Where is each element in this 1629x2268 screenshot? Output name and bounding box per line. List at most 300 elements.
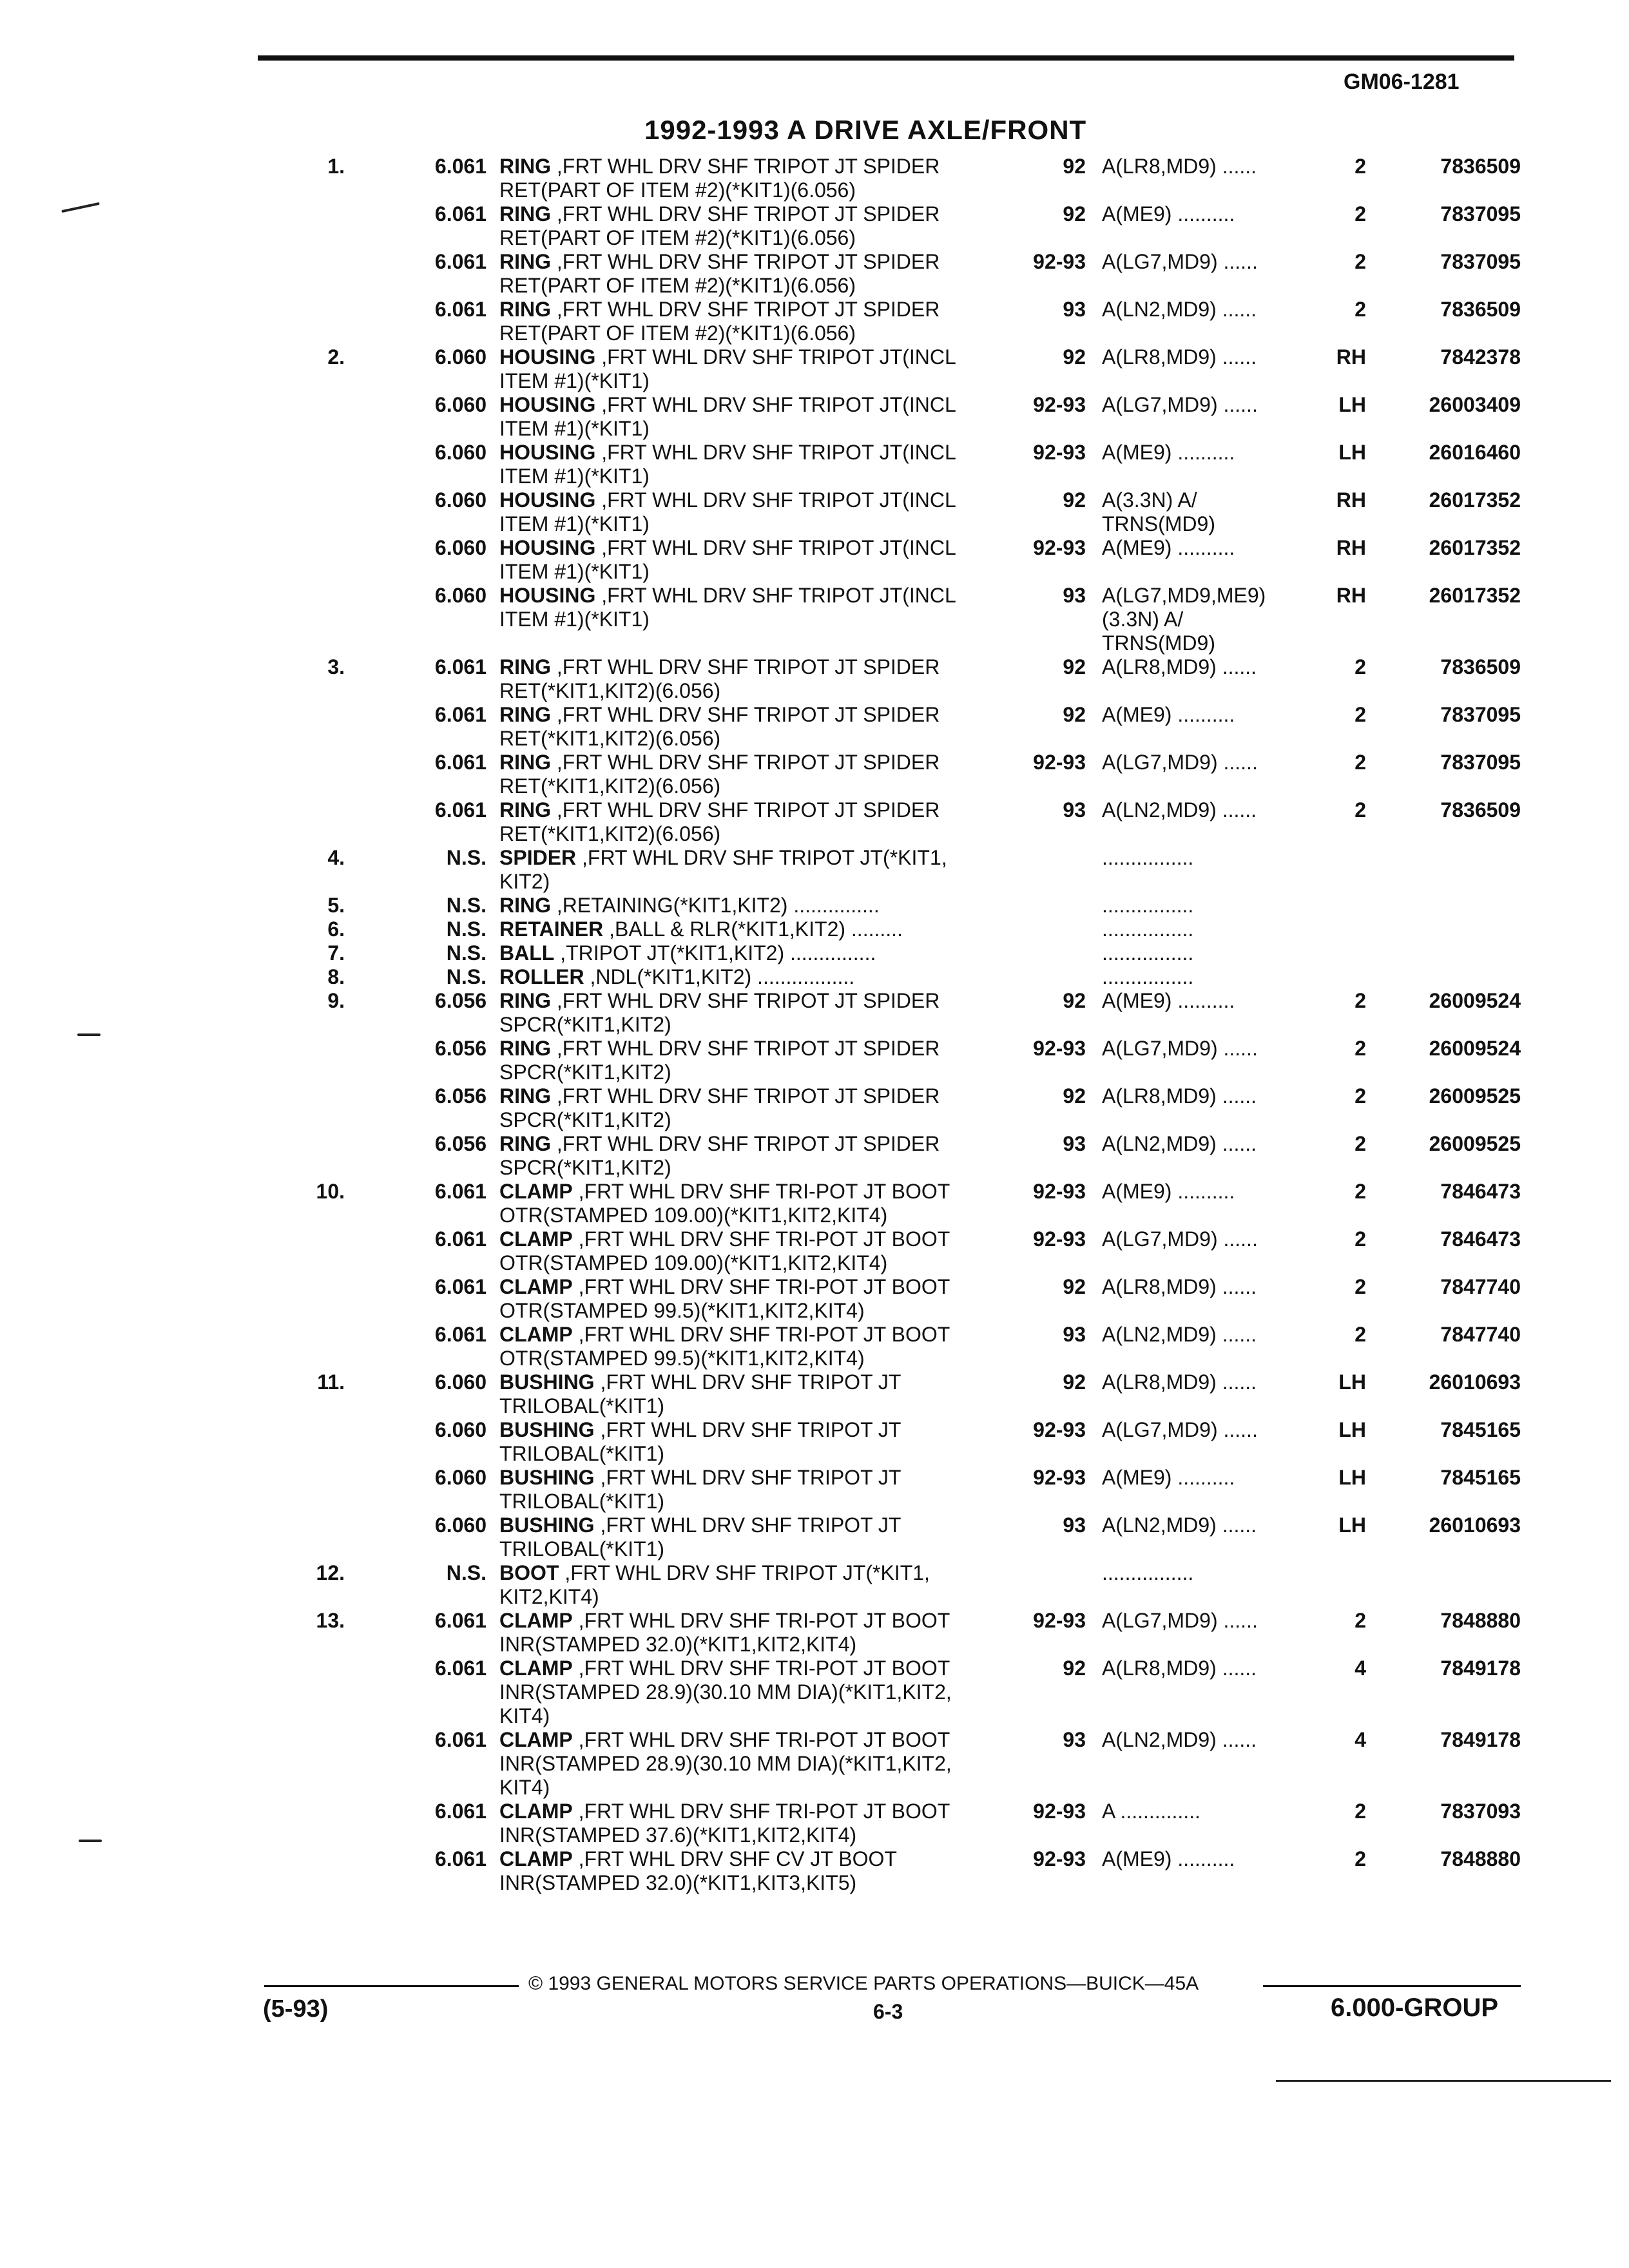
parts-row xyxy=(296,1347,1534,1370)
parts-row xyxy=(296,1871,1534,1895)
description-text: SPCR(*KIT1,KIT2) xyxy=(499,1156,671,1179)
part-number: 7849178 xyxy=(1440,1657,1521,1680)
description-text: ,NDL(*KIT1,KIT2) ................. xyxy=(584,965,855,988)
part-name: RING xyxy=(499,202,551,226)
footer-copyright: © 1993 GENERAL MOTORS SERVICE PARTS OPERATIONS—BUICK—45A xyxy=(528,1973,1199,1994)
model-years: 93 xyxy=(1063,1514,1086,1537)
application: A(LR8,MD9) ...... xyxy=(1102,1370,1257,1394)
group-number: 6.060 xyxy=(434,488,487,512)
description-text: INR(STAMPED 32.0)(*KIT1,KIT2,KIT4) xyxy=(499,1633,857,1656)
part-number: 7837095 xyxy=(1440,250,1521,273)
item-number: 5. xyxy=(327,894,345,917)
description xyxy=(499,1776,1066,1800)
description-text: ,FRT WHL DRV SHF TRIPOT JT SPIDER xyxy=(551,1084,940,1108)
description xyxy=(499,178,1066,202)
group-number: 6.061 xyxy=(434,155,487,178)
parts-row xyxy=(296,226,1534,250)
part-name: RING xyxy=(499,298,551,321)
quantity: 2 xyxy=(1354,155,1366,178)
description xyxy=(499,608,1066,631)
description xyxy=(499,894,1066,918)
description-text: ,FRT WHL DRV SHF TRIPOT JT SPIDER xyxy=(551,298,940,321)
quantity: 2 xyxy=(1354,1084,1366,1108)
part-name: BUSHING xyxy=(499,1514,595,1537)
group-number: 6.060 xyxy=(434,1514,487,1537)
part-name: CLAMP xyxy=(499,1609,573,1632)
parts-row xyxy=(296,584,1534,608)
group-number: 6.061 xyxy=(434,1800,487,1823)
group-number: 6.060 xyxy=(434,536,487,559)
description xyxy=(499,679,1066,703)
group-number: 6.061 xyxy=(434,1180,487,1203)
description-text: ITEM #1)(*KIT1) xyxy=(499,512,650,535)
part-number: 7837095 xyxy=(1440,703,1521,726)
quantity: 2 xyxy=(1354,298,1366,321)
quantity: LH xyxy=(1338,1418,1366,1441)
quantity: RH xyxy=(1336,488,1366,512)
description xyxy=(499,441,1066,465)
description xyxy=(499,727,1066,751)
model-years: 93 xyxy=(1063,798,1086,822)
parts-row xyxy=(296,989,1534,1013)
part-number: 7848880 xyxy=(1440,1847,1521,1870)
application: A(ME9) .......... xyxy=(1102,989,1235,1012)
application: A(ME9) .......... xyxy=(1102,202,1235,226)
parts-row xyxy=(296,488,1534,512)
item-number: 13. xyxy=(316,1609,345,1632)
description-text: KIT2,KIT4) xyxy=(499,1585,599,1608)
part-number: 7836509 xyxy=(1440,655,1521,678)
description-text: ITEM #1)(*KIT1) xyxy=(499,560,650,583)
parts-row xyxy=(296,202,1534,226)
part-name: RING xyxy=(499,751,551,774)
parts-row xyxy=(296,798,1534,822)
top-rule xyxy=(258,55,1514,61)
part-number: 7836509 xyxy=(1440,798,1521,822)
quantity: LH xyxy=(1338,1514,1366,1537)
quantity: 2 xyxy=(1354,1847,1366,1870)
description xyxy=(499,1442,1066,1466)
description xyxy=(499,989,1066,1013)
description xyxy=(499,846,1066,870)
description-text: ITEM #1)(*KIT1) xyxy=(499,417,650,440)
item-number: 12. xyxy=(316,1561,345,1584)
quantity: LH xyxy=(1338,1370,1366,1394)
parts-row xyxy=(296,822,1534,846)
description-text: SPCR(*KIT1,KIT2) xyxy=(499,1108,671,1131)
description xyxy=(499,1418,1066,1442)
parts-row xyxy=(296,345,1534,369)
application: A(ME9) .......... xyxy=(1102,536,1235,559)
description-text: ,FRT WHL DRV SHF TRIPOT JT SPIDER xyxy=(551,751,940,774)
model-years: 92-93 xyxy=(1033,250,1086,273)
description-text: INR(STAMPED 28.9)(30.10 MM DIA)(*KIT1,KIT2, xyxy=(499,1752,952,1775)
parts-row xyxy=(296,1108,1534,1132)
model-years: 92-93 xyxy=(1033,1180,1086,1203)
part-number: 7848880 xyxy=(1440,1609,1521,1632)
parts-row xyxy=(296,250,1534,274)
parts-row xyxy=(296,703,1534,727)
description-text: ,FRT WHL DRV SHF TRIPOT JT SPIDER xyxy=(551,202,940,226)
model-years: 93 xyxy=(1063,1728,1086,1751)
quantity: 2 xyxy=(1354,751,1366,774)
parts-row xyxy=(296,870,1534,894)
description-text: RET(*KIT1,KIT2)(6.056) xyxy=(499,774,721,798)
part-name: CLAMP xyxy=(499,1227,573,1251)
description xyxy=(499,751,1066,774)
quantity: LH xyxy=(1338,441,1366,464)
part-name: SPIDER xyxy=(499,846,577,869)
description-text: ,FRT WHL DRV SHF TRIPOT JT SPIDER xyxy=(551,989,940,1012)
model-years: 92 xyxy=(1063,703,1086,726)
description xyxy=(499,536,1066,560)
quantity: 2 xyxy=(1354,989,1366,1012)
description-text: ITEM #1)(*KIT1) xyxy=(499,465,650,488)
group-number: 6.060 xyxy=(434,1370,487,1394)
description xyxy=(499,870,1066,894)
model-years: 92-93 xyxy=(1033,393,1086,416)
parts-row xyxy=(296,1323,1534,1347)
group-number: N.S. xyxy=(446,894,487,917)
parts-row xyxy=(296,1370,1534,1394)
part-name: RING xyxy=(499,703,551,726)
application: A(LN2,MD9) ...... xyxy=(1102,1323,1257,1346)
group-number: 6.056 xyxy=(434,1084,487,1108)
group-number: N.S. xyxy=(446,941,487,965)
part-number: 26010693 xyxy=(1429,1514,1521,1537)
parts-row xyxy=(296,1394,1534,1418)
group-number: 6.056 xyxy=(434,989,487,1012)
group-number: 6.061 xyxy=(434,1847,487,1870)
description-text: ,FRT WHL DRV SHF TRI-POT JT BOOT xyxy=(572,1275,950,1298)
description xyxy=(499,274,1066,298)
description xyxy=(499,1370,1066,1394)
description xyxy=(499,1823,1066,1847)
parts-row xyxy=(296,1514,1534,1537)
description-text: INR(STAMPED 28.9)(30.10 MM DIA)(*KIT1,KIT2, xyxy=(499,1680,952,1704)
part-name: CLAMP xyxy=(499,1180,573,1203)
group-number: N.S. xyxy=(446,918,487,941)
parts-row xyxy=(296,1490,1534,1514)
parts-row xyxy=(296,1442,1534,1466)
item-number: 4. xyxy=(327,846,345,869)
quantity: 2 xyxy=(1354,1800,1366,1823)
description-text: OTR(STAMPED 99.5)(*KIT1,KIT2,KIT4) xyxy=(499,1347,865,1370)
description-text: TRILOBAL(*KIT1) xyxy=(499,1490,665,1513)
application: A(LR8,MD9) ...... xyxy=(1102,655,1257,678)
quantity: 4 xyxy=(1354,1728,1366,1751)
parts-row xyxy=(296,1061,1534,1084)
footer-rule-right xyxy=(1263,1985,1521,1987)
parts-row xyxy=(296,727,1534,751)
description xyxy=(499,322,1066,345)
part-number: 7845165 xyxy=(1440,1466,1521,1489)
group-number: 6.061 xyxy=(434,1275,487,1298)
description-text: ,FRT WHL DRV SHF TRIPOT JT SPIDER xyxy=(551,250,940,273)
model-years: 93 xyxy=(1063,1323,1086,1346)
description xyxy=(499,1084,1066,1108)
group-number: 6.060 xyxy=(434,1418,487,1441)
description-text: ,FRT WHL DRV SHF TRIPOT JT SPIDER xyxy=(551,1037,940,1060)
description xyxy=(499,1061,1066,1084)
description-text: ,FRT WHL DRV SHF TRI-POT JT BOOT xyxy=(572,1227,950,1251)
application: A(ME9) .......... xyxy=(1102,1466,1235,1489)
application: ................ xyxy=(1102,846,1194,869)
description-text: ,FRT WHL DRV SHF TRI-POT JT BOOT xyxy=(572,1657,950,1680)
application: A(ME9) .......... xyxy=(1102,1847,1235,1870)
description-text: OTR(STAMPED 99.5)(*KIT1,KIT2,KIT4) xyxy=(499,1299,865,1322)
description xyxy=(499,1275,1066,1299)
group-number: 6.061 xyxy=(434,202,487,226)
part-number: 7836509 xyxy=(1440,155,1521,178)
parts-row xyxy=(296,369,1534,393)
part-number: 7837095 xyxy=(1440,202,1521,226)
description xyxy=(499,1514,1066,1537)
parts-row xyxy=(296,1275,1534,1299)
description xyxy=(499,1704,1066,1728)
model-years: 93 xyxy=(1063,298,1086,321)
description xyxy=(499,250,1066,274)
description-text: ,FRT WHL DRV SHF TRIPOT JT xyxy=(594,1418,901,1441)
group-number: 6.060 xyxy=(434,345,487,369)
group-number: 6.060 xyxy=(434,441,487,464)
description-text: ,FRT WHL DRV SHF TRI-POT JT BOOT xyxy=(572,1609,950,1632)
footer-group: 6.000-GROUP xyxy=(1331,1994,1499,2022)
parts-row xyxy=(296,536,1534,560)
description xyxy=(499,655,1066,679)
description-text: ,TRIPOT JT(*KIT1,KIT2) ............... xyxy=(554,941,876,965)
description-text: ,FRT WHL DRV SHF TRIPOT JT xyxy=(594,1466,901,1489)
quantity: 2 xyxy=(1354,202,1366,226)
description xyxy=(499,798,1066,822)
item-number: 7. xyxy=(327,941,345,965)
group-number: 6.061 xyxy=(434,1609,487,1632)
application: (3.3N) A/ xyxy=(1102,608,1184,631)
parts-row xyxy=(296,1657,1534,1680)
description xyxy=(499,1585,1066,1609)
model-years: 92 xyxy=(1063,655,1086,678)
parts-row xyxy=(296,655,1534,679)
group-number: 6.061 xyxy=(434,1323,487,1346)
part-number: 7847740 xyxy=(1440,1323,1521,1346)
application: A(LR8,MD9) ...... xyxy=(1102,345,1257,369)
footer-rule-left xyxy=(264,1985,519,1987)
part-name: RING xyxy=(499,155,551,178)
application: A(LG7,MD9) ...... xyxy=(1102,1037,1258,1060)
part-number: 26003409 xyxy=(1429,393,1521,416)
model-years: 92-93 xyxy=(1033,1227,1086,1251)
part-name: BUSHING xyxy=(499,1370,595,1394)
description-text: SPCR(*KIT1,KIT2) xyxy=(499,1013,671,1036)
part-name: RING xyxy=(499,1037,551,1060)
parts-row xyxy=(296,560,1534,584)
parts-row xyxy=(296,965,1534,989)
bottom-rule xyxy=(1276,2080,1611,2082)
parts-row xyxy=(296,417,1534,441)
part-name: BUSHING xyxy=(499,1418,595,1441)
description-text: ,FRT WHL DRV SHF TRI-POT JT BOOT xyxy=(572,1800,950,1823)
description-text: TRILOBAL(*KIT1) xyxy=(499,1394,665,1418)
parts-row xyxy=(296,298,1534,322)
application: A(ME9) .......... xyxy=(1102,441,1235,464)
parts-row xyxy=(296,1299,1534,1323)
parts-row xyxy=(296,274,1534,298)
parts-row xyxy=(296,1800,1534,1823)
model-years: 92 xyxy=(1063,1084,1086,1108)
application: ................ xyxy=(1102,965,1194,988)
application: ................ xyxy=(1102,918,1194,941)
part-name: CLAMP xyxy=(499,1323,573,1346)
parts-row xyxy=(296,1561,1534,1585)
part-name: HOUSING xyxy=(499,393,596,416)
scan-mark xyxy=(79,1840,102,1842)
part-name: RING xyxy=(499,798,551,822)
description xyxy=(499,584,1066,608)
group-number: 6.060 xyxy=(434,393,487,416)
parts-row xyxy=(296,1466,1534,1490)
description-text: ,FRT WHL DRV SHF TRIPOT JT SPIDER xyxy=(551,1132,940,1155)
group-number: 6.061 xyxy=(434,1227,487,1251)
description xyxy=(499,1847,1066,1871)
model-years: 92-93 xyxy=(1033,751,1086,774)
application: TRNS(MD9) xyxy=(1102,631,1215,655)
part-number: 7837095 xyxy=(1440,751,1521,774)
description xyxy=(499,1227,1066,1251)
application: A(LG7,MD9) ...... xyxy=(1102,250,1258,273)
model-years: 92-93 xyxy=(1033,441,1086,464)
parts-row xyxy=(296,512,1534,536)
application: A(LG7,MD9) ...... xyxy=(1102,393,1258,416)
parts-row xyxy=(296,774,1534,798)
description xyxy=(499,1633,1066,1657)
model-years: 92-93 xyxy=(1033,1609,1086,1632)
quantity: 4 xyxy=(1354,1657,1366,1680)
application: A(LN2,MD9) ...... xyxy=(1102,298,1257,321)
quantity: 2 xyxy=(1354,1227,1366,1251)
parts-row xyxy=(296,1180,1534,1204)
item-number: 10. xyxy=(316,1180,345,1203)
parts-row xyxy=(296,178,1534,202)
part-name: CLAMP xyxy=(499,1657,573,1680)
scan-mark xyxy=(61,202,100,213)
application: A(LN2,MD9) ...... xyxy=(1102,1132,1257,1155)
quantity: 2 xyxy=(1354,1323,1366,1346)
parts-row xyxy=(296,1156,1534,1180)
description xyxy=(499,822,1066,846)
model-years: 93 xyxy=(1063,584,1086,607)
description xyxy=(499,393,1066,417)
description-text: ,BALL & RLR(*KIT1,KIT2) ......... xyxy=(603,918,903,941)
model-years: 93 xyxy=(1063,1132,1086,1155)
part-name: BOOT xyxy=(499,1561,559,1584)
parts-row xyxy=(296,608,1534,631)
parts-row xyxy=(296,1013,1534,1037)
parts-row xyxy=(296,1609,1534,1633)
part-number: 7846473 xyxy=(1440,1180,1521,1203)
application: A(LR8,MD9) ...... xyxy=(1102,1084,1257,1108)
group-number: N.S. xyxy=(446,1561,487,1584)
description xyxy=(499,1466,1066,1490)
description-text: ,FRT WHL DRV SHF TRIPOT JT(INCL xyxy=(595,393,956,416)
description xyxy=(499,1323,1066,1347)
application: A(ME9) .......... xyxy=(1102,703,1235,726)
part-name: RING xyxy=(499,1084,551,1108)
description xyxy=(499,1657,1066,1680)
description xyxy=(499,512,1066,536)
description-text: RET(*KIT1,KIT2)(6.056) xyxy=(499,727,721,750)
description xyxy=(499,1251,1066,1275)
application: A(LR8,MD9) ...... xyxy=(1102,1275,1257,1298)
description-text: KIT4) xyxy=(499,1776,550,1799)
description-text: ,FRT WHL DRV SHF TRI-POT JT BOOT xyxy=(572,1728,950,1751)
part-number: 7836509 xyxy=(1440,298,1521,321)
part-name: CLAMP xyxy=(499,1847,573,1870)
description xyxy=(499,1800,1066,1823)
application: A(LR8,MD9) ...... xyxy=(1102,155,1257,178)
parts-row xyxy=(296,1633,1534,1657)
quantity: 2 xyxy=(1354,1275,1366,1298)
model-years: 92-93 xyxy=(1033,1800,1086,1823)
parts-row xyxy=(296,1728,1534,1752)
description-text: ,FRT WHL DRV SHF TRIPOT JT SPIDER xyxy=(551,655,940,678)
group-number: 6.056 xyxy=(434,1037,487,1060)
group-number: 6.060 xyxy=(434,1466,487,1489)
description xyxy=(499,465,1066,488)
model-years: 92-93 xyxy=(1033,1418,1086,1441)
description xyxy=(499,1156,1066,1180)
parts-row xyxy=(296,918,1534,941)
application: A(LG7,MD9,ME9) xyxy=(1102,584,1266,607)
part-number: 26009524 xyxy=(1429,989,1521,1012)
description xyxy=(499,1204,1066,1227)
group-number: 6.061 xyxy=(434,655,487,678)
parts-row xyxy=(296,1037,1534,1061)
description xyxy=(499,298,1066,322)
group-number: 6.061 xyxy=(434,298,487,321)
description xyxy=(499,1299,1066,1323)
part-number: 7845165 xyxy=(1440,1418,1521,1441)
part-name: CLAMP xyxy=(499,1275,573,1298)
description-text: RET(PART OF ITEM #2)(*KIT1)(6.056) xyxy=(499,274,856,297)
parts-row xyxy=(296,1132,1534,1156)
description xyxy=(499,774,1066,798)
part-name: BALL xyxy=(499,941,555,965)
description xyxy=(499,1752,1066,1776)
part-name: RETAINER xyxy=(499,918,604,941)
parts-row xyxy=(296,1847,1534,1871)
description-text: RET(*KIT1,KIT2)(6.056) xyxy=(499,822,721,845)
parts-row xyxy=(296,322,1534,345)
description-text: ,FRT WHL DRV SHF TRIPOT JT(INCL xyxy=(595,441,956,464)
part-name: RING xyxy=(499,250,551,273)
quantity: 2 xyxy=(1354,1609,1366,1632)
description-text: ,FRT WHL DRV SHF TRIPOT JT xyxy=(594,1370,901,1394)
quantity: RH xyxy=(1336,345,1366,369)
parts-row xyxy=(296,679,1534,703)
description-text: TRILOBAL(*KIT1) xyxy=(499,1442,665,1465)
group-number: 6.061 xyxy=(434,250,487,273)
description-text: OTR(STAMPED 109.00)(*KIT1,KIT2,KIT4) xyxy=(499,1204,888,1227)
description-text: SPCR(*KIT1,KIT2) xyxy=(499,1061,671,1084)
part-name: ROLLER xyxy=(499,965,584,988)
description xyxy=(499,1561,1066,1585)
part-number: 26009525 xyxy=(1429,1132,1521,1155)
description xyxy=(499,1037,1066,1061)
description xyxy=(499,226,1066,250)
description-text: KIT2) xyxy=(499,870,550,893)
quantity: 2 xyxy=(1354,655,1366,678)
application: A(LN2,MD9) ...... xyxy=(1102,1728,1257,1751)
